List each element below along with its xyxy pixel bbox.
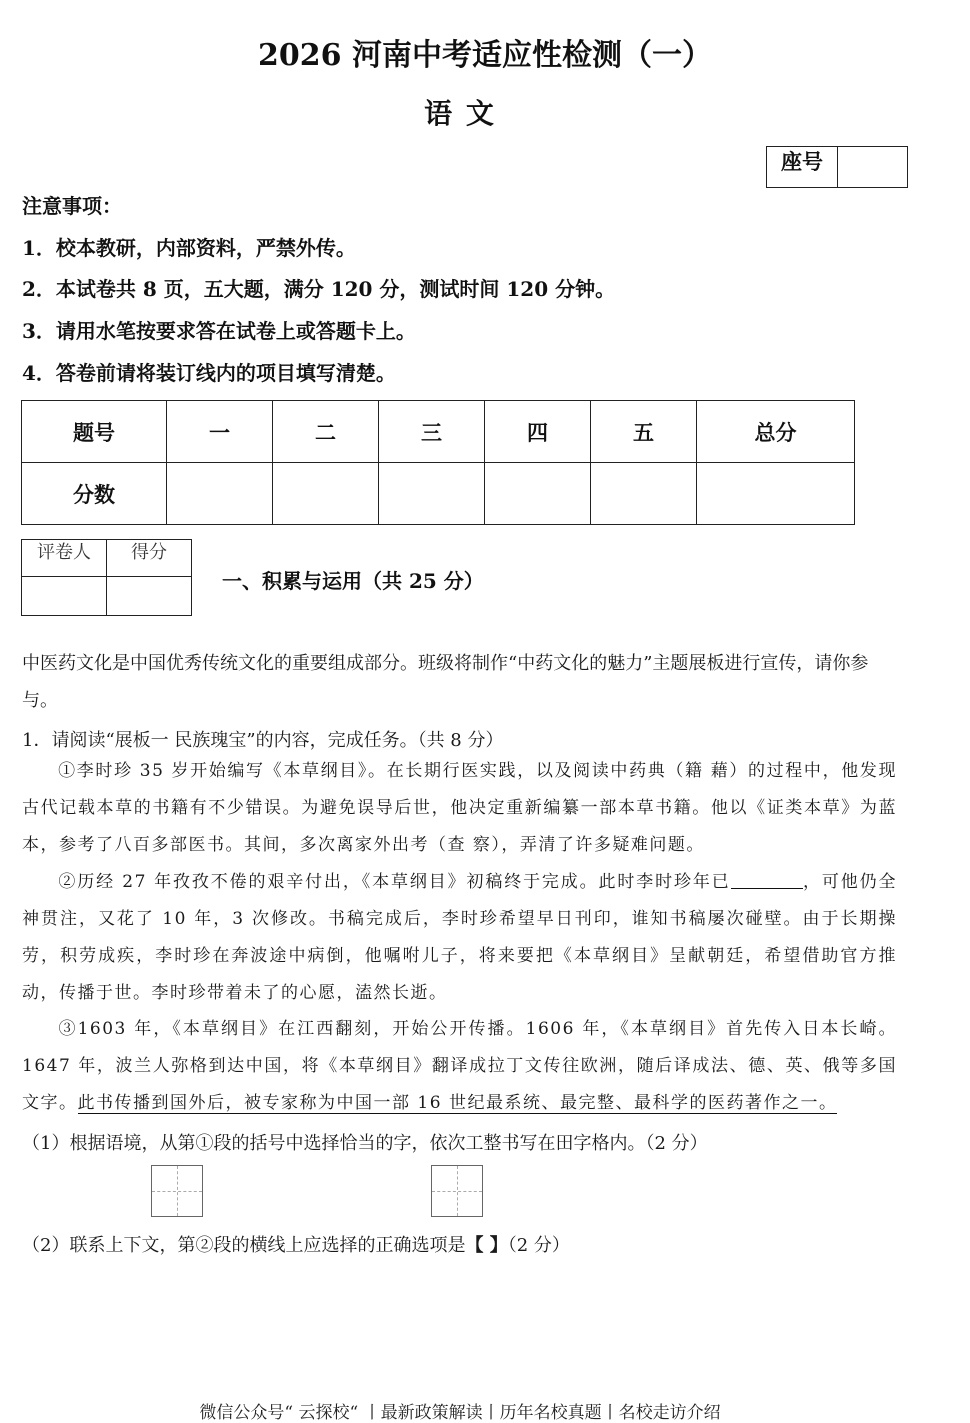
score-header-cell: 三: [379, 401, 485, 463]
score-header-cell: 二: [273, 401, 379, 463]
answer-blank[interactable]: [731, 870, 803, 889]
note-item: 4．答卷前请将装订线内的项目填写清楚。: [22, 361, 396, 385]
underlined-sentence: 此书传播到国外后，被专家称为中国一部 16 世纪最系统、最完整、最科学的医药著作之一。: [77, 1093, 838, 1113]
answer-bracket[interactable]: 【 】: [465, 1235, 508, 1256]
passage-paragraph-2: [22, 864, 897, 1012]
passage-text: ③1603 年，《本草纲目》在江西翻刻，开始公开传播。1606 年，《本草纲目》首先传入日本长崎。1647 年，波兰人弥格到达中国，将《本草纲目》翻译成拉丁文传往欧洲，随后译成法、德、英、俄等多国文字。: [22, 1019, 897, 1113]
grader-table: [21, 539, 192, 616]
question-1: 1．请阅读“展板一 民族瑰宝”的内容，完成任务。（共 8 分）: [22, 730, 504, 751]
score-cell[interactable]: [273, 463, 379, 525]
footer-text: 微信公众号“ 云探校“ 丨最新政策解读丨历年名校真题丨名校走访介绍: [199, 1403, 721, 1423]
score-table-header-row: [22, 401, 855, 463]
subquestion-1: （1）根据语境，从第①段的括号中选择恰当的字，依次工整书写在田字格内。（2 分）: [22, 1133, 708, 1154]
subquestion-2-text: （2）联系上下文，第②段的横线上应选择的正确选项是: [22, 1235, 466, 1256]
section-intro: 中医药文化是中国优秀传统文化的重要组成部分。班级将制作“中药文化的魅力”主题展板进行宣传，请你参与。: [22, 653, 869, 711]
passage-text: ①李时珍 35 岁开始编写《本草纲目》。在长期行医实践，以及阅读中药典（籍 藉）的过程中，他发现古代记载本草的书籍有不少错误。为避免误导后世，他决定重新编纂一部本草书籍。他以《证类本草》为蓝本，参考了八百多部医书。其间，多次离家外出考（查 察），弄清了许多疑难问题。: [22, 761, 897, 855]
score-cell[interactable]: [697, 463, 855, 525]
seat-label: 座号: [767, 147, 838, 187]
notes-heading: 注意事项：: [22, 194, 122, 218]
score-cell[interactable]: [167, 463, 273, 525]
passage-text: ，可他仍全神贯注，又花了 10 年，3 次修改。书稿完成后，李时珍希望早日刊印，谁知书稿屡次碰壁。由于长期操劳，积劳成疾，李时珍在奔波途中病倒，他嘱咐儿子，将来要把《本草纲目》呈献朝廷，希望借助官方推动，传播于世。李时珍带着未了的心愿，溘然长逝。: [22, 872, 897, 1003]
tianzige-box-2[interactable]: [431, 1165, 483, 1217]
subquestion-2-points: （2 分）: [507, 1235, 570, 1256]
score-cell[interactable]: [485, 463, 591, 525]
note-item: 1．校本教研，内部资料，严禁外传。: [22, 236, 356, 260]
score-header-cell: 题号: [22, 401, 167, 463]
grader-header: 得分: [107, 540, 192, 577]
score-row-label: 分数: [22, 463, 167, 525]
tianzige-box-1[interactable]: [151, 1165, 203, 1217]
seat-number-box: [766, 146, 908, 188]
note-item: 2．本试卷共 8 页，五大题，满分 120 分，测试时间 120 分钟。: [22, 277, 616, 301]
passage-paragraph-1: [22, 753, 897, 864]
passage-paragraph-3: [22, 1011, 897, 1122]
section-title: 一、积累与运用（共 25 分）: [222, 569, 484, 593]
score-header-cell: 四: [485, 401, 591, 463]
subject-title: 语 文: [424, 97, 496, 130]
seat-number-field[interactable]: [838, 147, 907, 187]
score-table: [21, 400, 855, 525]
exam-title: 2026 河南中考适应性检测（一）: [258, 38, 712, 73]
score-table-score-row: [22, 463, 855, 525]
grader-cell[interactable]: [22, 577, 107, 616]
passage-text: ②历经 27 年孜孜不倦的艰辛付出，《本草纲目》初稿终于完成。此时李时珍年已: [58, 872, 731, 892]
score-header-cell: 五: [591, 401, 697, 463]
subquestion-2: [22, 1231, 570, 1257]
note-item: 3．请用水笔按要求答在试卷上或答题卡上。: [22, 319, 416, 343]
score-cell[interactable]: [379, 463, 485, 525]
score-cell[interactable]: [591, 463, 697, 525]
grader-cell[interactable]: [107, 577, 192, 616]
score-header-cell: 总分: [697, 401, 855, 463]
grader-header: 评卷人: [22, 540, 107, 577]
score-header-cell: 一: [167, 401, 273, 463]
